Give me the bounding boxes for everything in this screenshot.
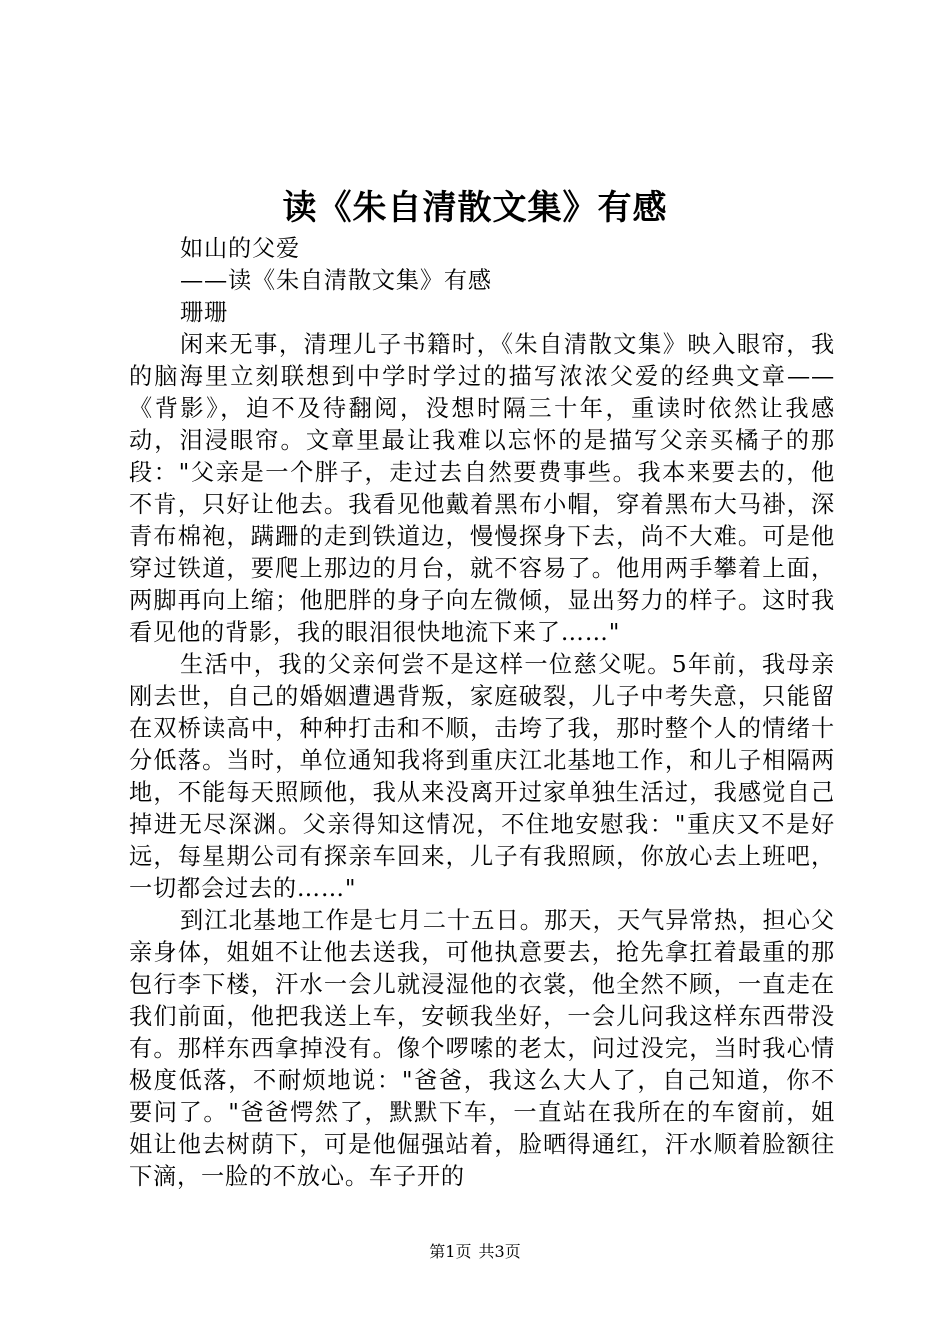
paragraph-2: 生活中，我的父亲何尝不是这样一位慈父呢。5年前，我母亲刚去世，自己的婚姻遭遇背叛，家庭破裂，儿子中考失意，只能留在双桥读高中，种种打击和不顺，击垮了我，那时整个人的情绪十分低落。当时，单位通知我将到重庆江北基地工作，和儿子相隔两地，不能每天照顾他，我从来没离开过家单独生活过，我感觉自己掉进无尽深渊。父亲得知这情况，不住地安慰我："重庆又不是好远，每星期公司有探亲车回来，儿子有我照顾，你放心去上班吧，一切都会过去的……": [129, 651, 835, 902]
page-footer: 第1页 共3页: [429, 1242, 521, 1261]
author-name: 珊珊: [180, 299, 228, 326]
paragraph-1: 闲来无事，清理儿子书籍时，《朱自清散文集》映入眼帘，我的脑海里立刻联想到中学时学过的描写浓浓父爱的经典文章——《背影》，迫不及待翻阅，没想时隔三十年，重读时依然让我感动，泪浸眼帘。文章里最让我难以忘怀的是描写父亲买橘子的那段："父亲是一个胖子，走过去自然要费事些。我本来要去的，他不肯，只好让他去。我看见他戴着黑布小帽，穿着黑布大马褂，深青布棉袍，蹒跚的走到铁道边，慢慢探身下去，尚不大难。可是他穿过铁道，要爬上那边的月台，就不容易了。他用两手攀着上面，两脚再向上缩；他肥胖的身子向左微倾，显出努力的样子。这时我看见他的背影，我的眼泪很快地流下来了……": [129, 331, 835, 646]
document-title: 读《朱自清散文集》有感: [282, 188, 668, 228]
essay-heading: 如山的父爱: [180, 235, 300, 262]
paragraph-3: 到江北基地工作是七月二十五日。那天，天气异常热，担心父亲身体，姐姐不让他去送我，可他执意要去，抢先拿扛着最重的那包行李下楼，汗水一会儿就浸湿他的衣裳，他全然不顾，一直走在我们前面，他把我送上车，安顿我坐好，一会儿问我这样东西带没有。那样东西拿掉没有。像个啰嗦的老太，问过没完，当时我心情极度低落，不耐烦地说："爸爸，我这么大人了，自己知道，你不要问了。"爸爸愕然了，默默下车，一直站在我所在的车窗前，姐姐让他去树荫下，可是他倔强站着，脸晒得通红，汗水顺着脸额往下滴，一脸的不放心。车子开的: [129, 907, 835, 1190]
essay-subheading: ——读《朱自清散文集》有感: [180, 267, 492, 294]
document-body: [129, 233, 835, 1193]
